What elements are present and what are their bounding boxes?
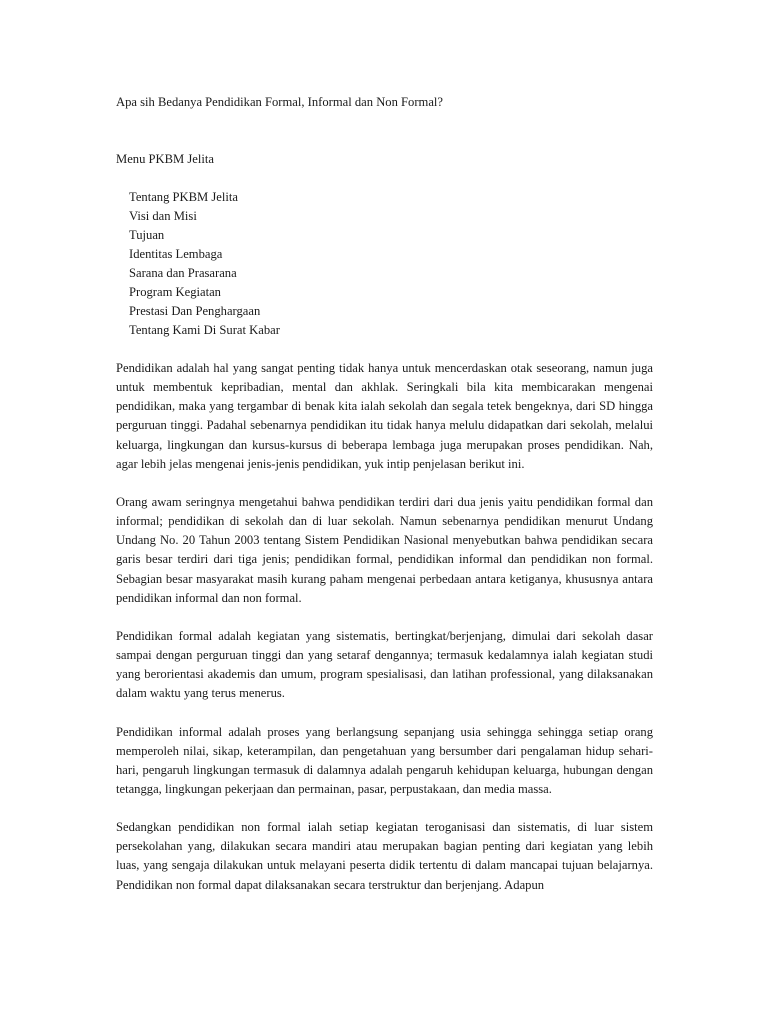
paragraph-non-formal: Sedangkan pendidikan non formal ialah setiap kegiatan teroganisasi dan sistematis, di luar sistem persekolahan yang, dilakukan secara mandiri atau merupakan bagian penting dari kegiatan yang lebih luas, yang sengaja dilakukan untuk melayani peserta didik tertentu di dalam mancapai tujuan belajarnya. Pendidikan non formal dapat dilaksanakan secara terstruktur dan berjenjang. Adapun bbox=[116, 820, 653, 892]
menu-item-tujuan[interactable]: Tujuan bbox=[129, 228, 165, 242]
paragraph-informal: Pendidikan informal adalah proses yang berlangsung sepanjang usia sehingga sehingga setiap orang memperoleh nilai, sikap, keterampilan, dan pengetahuan yang bersumber dari pengalaman hidup sehari-hari, pengaruh lingkungan termasuk di dalamnya adalah pengaruh kehidupan keluarga, hubungan dengan tetangga, lingkungan pekerjaan dan permainan, pasar, perpustakaan, dan media massa. bbox=[116, 724, 653, 796]
menu-item-identitas[interactable]: Identitas Lembaga bbox=[129, 247, 223, 261]
menu-item-tentang[interactable]: Tentang PKBM Jelita bbox=[129, 190, 238, 204]
menu-item-program[interactable]: Program Kegiatan bbox=[129, 285, 221, 299]
paragraph-intro: Pendidikan adalah hal yang sangat penting tidak hanya untuk mencerdaskan otak seseorang, namun juga untuk membentuk kepribadian, mental dan akhlak. Seringkali bila kita membicarakan mengenai pendidikan, maka yang tergambar di benak kita ialah sekolah dan segala tetek bengeknya, dari SD hingga perguruan tinggi. Padahal sebenarnya pendidikan itu tidak hanya melulu didapatkan dari sekolah, melalui keluarga, lingkungan dan kursus-kursus di beberapa lembaga juga merupakan proses pendidikan. Nah, agar lebih jelas mengenai jenis-jenis pendidikan, yuk intip penjelasan berikut ini. bbox=[116, 361, 653, 471]
document-page bbox=[116, 93, 653, 895]
menu-item-prestasi[interactable]: Prestasi Dan Penghargaan bbox=[129, 304, 261, 318]
menu-item-surat-kabar[interactable]: Tentang Kami Di Surat Kabar bbox=[129, 323, 280, 337]
menu-list bbox=[116, 188, 653, 340]
document-title: Apa sih Bedanya Pendidikan Formal, Informal dan Non Formal? bbox=[116, 95, 444, 109]
menu-heading: Menu PKBM Jelita bbox=[116, 152, 214, 166]
paragraph-formal: Pendidikan formal adalah kegiatan yang sistematis, bertingkat/berjenjang, dimulai dari sekolah dasar sampai dengan perguruan tinggi dan yang setaraf dengannya; termasuk kedalamnya ialah kegiatan studi yang berorientasi akademis dan umum, program spesialisasi, dan latihan professional, yang dilaksanakan dalam waktu yang terus menerus. bbox=[116, 628, 653, 701]
menu-item-sarana[interactable]: Sarana dan Prasarana bbox=[129, 266, 237, 280]
paragraph-jenis: Orang awam seringnya mengetahui bahwa pendidikan terdiri dari dua jenis yaitu pendidikan formal dan informal; pendidikan di sekolah dan di luar sekolah. Namun sebenarnya pendidikan menurut Undang Undang No. 20 Tahun 2003 tentang Sistem Pendidikan Nasional menyebutkan bahwa pendidikan secara garis besar terdiri dari tiga jenis; pendidikan formal, pendidikan informal dan pendidikan non formal. Sebagian besar masyarakat masih kurang paham mengenai perbedaan antara ketiganya, khususnya antara pendidikan informal dan non formal. bbox=[116, 494, 653, 605]
menu-item-visi-misi[interactable]: Visi dan Misi bbox=[129, 209, 197, 223]
